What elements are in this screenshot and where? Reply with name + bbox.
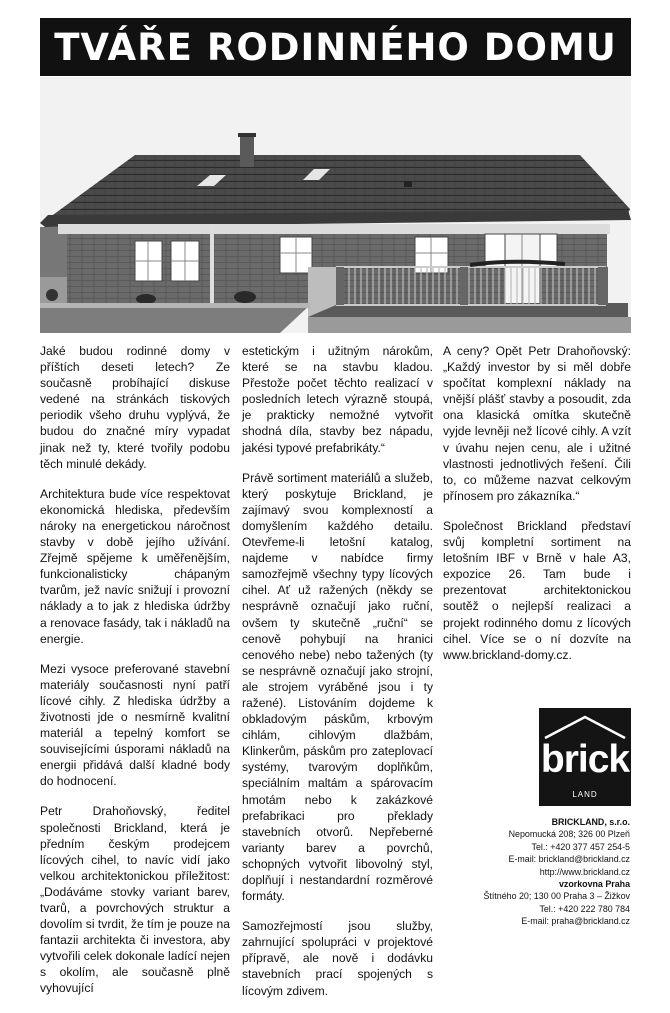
paragraph: Společnost Brickland představí svůj kompletní sortiment na letošním IBF v Brně v hale A3, expozice 26. Tam bude i prezentovat architektonickou soutěž o nejlepší realizaci a projekt rodinného domu z lícových cihel. Více se o ní dozvíte na www.brickland-domy.cz.	[443, 518, 631, 662]
paragraph: estetickým i užitným nárokům, které se na stavbu kladou. Přestože počet těchto realizací v posledních letech výrazně stoupá, je prakticky nemožné vytvořit shodná díla, stavby bez nápadu, jakési typové prefabrikáty.“	[242, 344, 433, 455]
company-address: Nepomucká 208; 326 00 Plzeň	[508, 829, 630, 840]
paragraph: Architektura bude více respektovat ekonomická hlediska, především nároky na energetickou náročnost stavby v době jejího užívání. Zřejmě spějeme k uměřenějším, funkcionalisticky chápaným tvarům, jež navíc snižují i provozní náklady a to jak z hlediska údržby a renovace fasády, tak i nákladů na energie.	[40, 486, 230, 646]
article-column-2	[242, 343, 433, 1013]
contact-block	[483, 816, 630, 928]
article-column-1	[40, 343, 230, 1011]
company-email: E-mail: brickland@brickland.cz	[508, 854, 630, 865]
brickland-logo	[539, 708, 631, 806]
showroom-address: Štítného 20; 130 00 Praha 3 – Žižkov	[483, 891, 630, 902]
company-name: BRICKLAND, s.r.o.	[551, 817, 630, 827]
page-title: TVÁŘE RODINNÉHO DOMU	[54, 25, 617, 69]
article-column-3	[443, 343, 631, 677]
house-photo	[40, 77, 631, 333]
logo-word: brick	[540, 738, 630, 781]
paragraph: Samozřejmostí jsou služby, zahrnující spolupráci v projektové přípravě, ale nově i dodávku stavebních prací spojených s lícovým zdivem.	[242, 919, 433, 998]
paragraph: Jaké budou rodinné domy v příštích deseti letech? Ze současně probíhající diskuse vedené na stránkách tiskových periodik všeho druhu vyplývá, že budou do značné míry vypadat jinak než ty, které tvořily podobu těch minulé dekády.	[40, 344, 230, 471]
logo-sub: LAND	[572, 790, 598, 799]
company-web: http://www.brickland.cz	[539, 866, 630, 877]
paragraph: Mezi vysoce preferované stavební materiály současnosti nyní patří lícové cihly. Z hlediska údržby a životnosti jde o nesmírně kvalitní materiál a tepelný komfort se souvisejícími úsporami nákladů na energii přidává další kladné body do hodnocení.	[40, 661, 230, 789]
showroom-email: E-mail: praha@brickland.cz	[521, 916, 630, 927]
title-bar	[40, 18, 631, 76]
showroom-name: vzorkovna Praha	[558, 879, 630, 890]
company-tel: Tel.: +420 377 457 254-5	[531, 841, 630, 852]
paragraph: Právě sortiment materiálů a služeb, který poskytuje Brickland, je zajímavý svou komplexností a domyšlením každého detailu. Otevřeme-li letošní katalog, najdeme v nabídce firmy samozřejmě všechny typy lícových cihel. Ať už ražených (někdy se nesprávně označují jako ruční, ovšem ty skutečně „ruční“ se cenově pohybují na hranici cenového nebe) nebo tažených (ty se nesprávně označují jako strojní, ale strojem vyráběné jsou i ty ražené). Listováním dojdeme k obkladovým páskům, krbovým cihlám, cihlovým dlažbám, Klinkerům, páskům pro zateplovací systémy, tvarovým doplňkům, speciálním maltám a spárovacím hmotám nebo k zakázkové prefabrikaci pro překlady stavebních otvorů. Nepřeberné varianty barev a povrchů, schopných vytvořit libovolný styl, doplňují i nestandardní rozměrové formáty.	[242, 470, 433, 904]
paragraph: A ceny? Opět Petr Drahoňovský: „Každý investor by si měl dobře spočítat komplexní náklady na vnější plášť stavby a posoudit, zda ona klasická omítka skutečně vyjde levněji než lícové cihly. A vzít v úvahu nejen cenu, ale i užitné vlastnosti jednotlivých řešení. Čili to, co můžeme nazvat celkovým přínosem pro zákazníka.“	[443, 344, 631, 503]
showroom-tel: Tel.: +420 222 780 784	[539, 903, 630, 914]
paragraph: Petr Drahoňovský, ředitel společnosti Brickland, která je předním českým prodejcem lícových cihel, to navíc vidí jako velkou architektonickou příležitost: „Dodáváme stovky variant barev, tvarů, a povrchových struktur a dovolím si tvrdit, že tím je pouze na fantazii architekta či investora, aby vytvořili celek dokonale ladící nejen s okolím, ale současně plně vyhovující	[40, 804, 230, 996]
